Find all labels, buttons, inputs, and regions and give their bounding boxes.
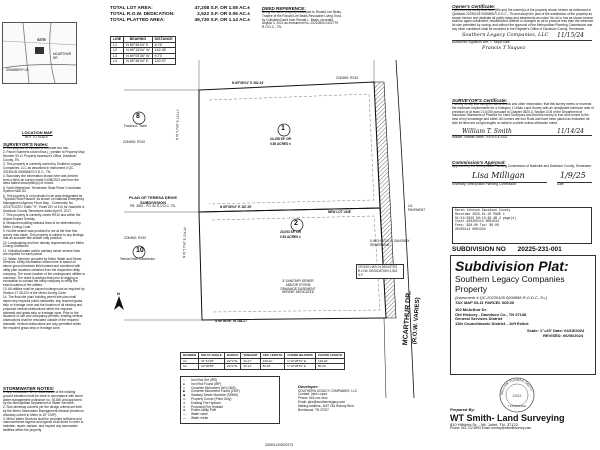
record-line: Karen Johnson Davidson County [455, 208, 511, 212]
developer-line: Brentwood, TN 37027 [298, 407, 329, 412]
area-value: 49,730 S.F. OR 1.14 AC.± [194, 18, 250, 23]
west-bearing: N 01°17'08" E 123.17' [175, 108, 181, 141]
row-label: (R.O.W. VARIES) [412, 297, 422, 345]
north-arrow-shape [114, 296, 124, 310]
curve-table-header: NUMBER [181, 353, 199, 359]
zoning-label-2: ZONING: RS10 [123, 140, 146, 144]
line-table-cell: 142.38' [152, 48, 175, 54]
surveyor-notes [3, 142, 85, 331]
line-table-cell: N 89°36'04" E [124, 59, 152, 65]
owner-sign-date: 11/15/24 [557, 31, 584, 39]
curve-table-header: CHORD LENGTH [315, 353, 344, 359]
seal-state: TENNESSEE [507, 404, 527, 408]
surveyor-certificate-text: I hereby certify that using the latest deeds and other information, that this survey meets or exceeds the minimum requirements for a Category 1 Urban Land Survey with an unadjusted minimum ratio of precision of at least 1:10,000 pursuant to Chapter 0820-3, Section 3.05 of the Department of Insurance Standards of Practice for Land Surveyors and that this survey is true and correct to the best of my knowledge and belief. All corners are iron Rods and have been placed as indicated; all side lot lines are at right angles or radial to a street unless otherwise noted. [452, 102, 594, 125]
subdivision-no-label: SUBDIVISION NO [452, 246, 506, 253]
commission-approval-text: Approved by the Metropolitan Planning Commission of Nashville and Davidson County, Tennessee. [452, 164, 592, 168]
plan-note [118, 196, 188, 209]
mid-bearing: N 89°36'04" E 187.29' [220, 205, 252, 209]
developer-label: Developer: [298, 384, 319, 389]
curve-table-cell: N 19°28'51" E [285, 358, 316, 364]
stormwater-note: 3. Metro Water Services shall be provided sufficient and unencumbered ingress and egress at all times in order to maintain, repair, replace, and inspect any stormwater facilities within the property. [3, 416, 84, 432]
legend-symbol-icon: ● [183, 381, 185, 386]
curve-table-header: CHORD BEARING [285, 353, 316, 359]
seal-name: WILLIAM THOMAS SMITH [499, 377, 534, 396]
line-table-cell: L2 [111, 48, 124, 54]
lot-8-ref: Francis A. Teare [124, 124, 147, 128]
table-row [181, 358, 345, 364]
area-table [110, 6, 250, 24]
plan-note-title: PLAN OF TERESA DRIVE SUBDIVISION [128, 195, 178, 205]
legend-symbol-icon: □ [183, 385, 185, 390]
curve-table-header: TANGENT [241, 353, 260, 359]
curve-table-wrap [180, 352, 345, 370]
seal-number: 2022 [512, 393, 522, 398]
legend-symbol-icon: ✕ [183, 404, 186, 409]
surveyor-note: 3. This property is currently owned by Southern Legacy Companies, LLC as described in Instrument # QC-20230105 0000868 R.O.D.C., TN. [3, 161, 81, 174]
lot-1-boundary [199, 82, 380, 212]
line-table-cell: L4 [111, 59, 124, 65]
lot-1-number: 1 [281, 125, 285, 132]
plat-title-line2: Property [455, 284, 488, 294]
zoning-label-1: ZONING: RS10 [336, 76, 359, 80]
surveyor-date: 11/14/24 [557, 127, 584, 135]
line-table-cell: N 89°05'36" W [124, 53, 152, 59]
legend-symbol-icon: — [183, 415, 187, 420]
plat-instrument: (Instrument # QC-20230105 0000868 R.O.D.C.,Tn.) [455, 295, 548, 300]
north-label: N [117, 291, 120, 296]
location-map-scale: NOT TO SCALE [25, 135, 49, 139]
line-table-cell: N 89°36'04" E [124, 42, 152, 48]
surveyor-certificate [452, 98, 594, 140]
surveyor-note: 1. The purpose of this plat is to create two lots. [3, 146, 69, 150]
stormwater-notes-title: STORMWATER NOTES: [3, 386, 55, 391]
developer-line: Phone: 615-xxx-xxxx [298, 396, 328, 401]
lot-1-area-sf: 24,158 SF. OR [270, 137, 291, 141]
developer-line: SOUTHERN LEGACY COMPANIES, LLC [298, 388, 358, 393]
legend-box [180, 376, 280, 424]
commission-date-label: Date [557, 182, 592, 187]
curve-table-header: DELTA ANGLE [199, 353, 225, 359]
legend-text: Water valve [191, 412, 208, 417]
title-block [450, 255, 596, 375]
curve-table-cell: 40.13' [241, 364, 260, 370]
legend-symbol-icon: ✕ [183, 400, 186, 405]
road-label-granbery: GRANBERY LN [6, 68, 29, 72]
commission-date: 1/9/25 [560, 170, 586, 180]
stormwater-note: 1. Any excavation, fill, or disturbance of the existing ground elevation must be done in accordance with storm water management ordinance no. 78-840 and approved by the Metropolitan Department of Water Services. [3, 390, 83, 406]
surveyor-certificate-title: SURVEYOR'S Certificate: [452, 98, 508, 103]
owner-certificate [452, 4, 594, 54]
surveyor-note: 7. This property is currently zoned RS10 and within the Airport Impact Overlay. [3, 212, 81, 221]
curve-table-cell: N 19°28'51" E [285, 364, 316, 370]
table-row [181, 364, 345, 370]
sewer-easement: 5' SANITARY SEWER AND/OR STORM DRAINAGE EASEMENT HEREBY DEDICATED [280, 279, 316, 295]
plat-date: Date: 04/15/2024 [553, 327, 585, 333]
legend-symbol-icon: ⊗ [183, 408, 186, 413]
developer-box [298, 385, 408, 412]
developer-line: Mailing Address: 1187 Old Hickory Blvd. [298, 403, 355, 408]
line-table-header: BEARING [124, 37, 152, 43]
surveyor-notes-title: SURVEYOR'S Notes: [3, 142, 49, 147]
legend-text: Property Corner (Point Only) [191, 396, 232, 401]
surveyor-note: 14. The final site plan/ building permit site plan shall depict any required public sidewalks, any required grass strip or frontage zone and the location of all existing and proposed vertical obstructions within the required sidewalk and grass strip or frontage zone. Prior to the issuance of use and occupancy permits, existing vertical obstructions shall be relocated outside of the required sidewalk. Vertical obstructions are only permitted within the required grass strip or frontage zone. [3, 295, 83, 330]
line-table-cell: L1 [111, 42, 124, 48]
surveyor-signature: William T. Smith [462, 127, 512, 135]
prepared-by-address: 810 Hillview Dr. - Mt. Juliet, TN. 37122 [450, 421, 518, 427]
bottom-bearing: S 89°36'06" W 188.27' [215, 319, 248, 323]
surveyor-note: 8. Measures building setback lines to be determined by Metro Zoning Code. [3, 220, 81, 229]
area-label: TOTAL R.O.W. DEDICATION: [110, 12, 175, 17]
deed-reference [262, 6, 342, 30]
legend-text: Existing Fire Hydrant [191, 400, 221, 405]
stormwater-notes [3, 386, 85, 433]
curve-table-cell: 34.17' [241, 358, 260, 364]
plat-city: Old Hickory - Davidson Co., TN 37138 [455, 311, 527, 317]
curve-table [180, 352, 345, 370]
plat-scale: Scale: 1"=30' [527, 327, 552, 333]
plat-revised: REVISED: 06/06/2024 [543, 332, 584, 338]
line-table-cell: 8.76' [152, 42, 175, 48]
lot-2-area-ac: 0.53 ACRES ± [280, 235, 301, 239]
prepared-by-phone: Phone: 615-712-6993 Email: tommy@wtsmithsurvey.com [450, 426, 532, 431]
surveyor-note: 9. No title search was provided to me at the time this survey was made. This property is subject to any findings that an accurate title search may produce. [3, 228, 84, 241]
curve-table-cell: 2172.51 [224, 364, 241, 370]
area-row [110, 18, 250, 24]
area-value: 2,522 S.F. OR 0.06 AC.± [197, 12, 250, 17]
line-table-header: LINE [111, 37, 124, 43]
plan-note-ref: PB. 3842 - PG. 82 R.O.D.C. TN. [130, 204, 176, 209]
surveyor-note: 12. Water Services provided by Metro Water and Sewer Services. Utility information shown here is based on above ground features field located and combined with utility plan locations obtained from the respective utility company. The exact location of the underground utilities is unknown. The client is advised that prior to digging or excavation to contact the utility company to verify the exact location of the utilities. [3, 256, 85, 288]
ca-pavement: CA PAVEMENT [408, 204, 426, 212]
commission-secretary-label: Secretary, Metropolitan Planning Commission [452, 182, 547, 187]
stormwater-note: 2. Size driveway culverts per the design criteria set forth by the Metro Stormwater Management Manual (minimum driveway culvert in Metro is 15" CMP). [3, 405, 84, 417]
site-label: SITE [37, 37, 46, 42]
owner-certificate-text: I (We) hereby certify that I am (We are) the owner(s) of the property shown hereon as evidenced in Quitclaim 20230105 0000868 R.O.D.C., TN and adopt the plan of the subdivision of the property as shown hereon and dedicate all public ways and easements as noted. No lot or lots as shown hereon shall be again subdivided, resubdivided, altered or changed so as to produce less than the minimum lot size permitted by zoning, and without the approval of the Metropolitan Planning Commission and any other conditions shall be recorded in the Register's Office of Davidson County, Tennessee. [452, 8, 594, 31]
location-map [2, 22, 77, 84]
commission-approval [452, 160, 594, 187]
line-table-cell: 140.97' [152, 59, 175, 65]
curve-table-cell: 01°47'28" [199, 358, 225, 364]
mcarthur-label: MCARTHUR DR. [402, 290, 413, 346]
legend-symbol-icon: ○ [183, 378, 185, 382]
legend-symbol-icon: — [183, 412, 187, 417]
owner-signature: Southern Legacy Companies, LLC [462, 31, 549, 38]
deed-reference-title: DEED REFERENCE: [262, 6, 306, 11]
commission-signature: Lisa Milligan [472, 170, 525, 180]
developer-line: Email: jake@southernlegacy.com [298, 399, 346, 404]
subdivision-no-value: 20225-231-001 [517, 246, 562, 253]
existing-sewer: 5-INCH S.S.E.P. SANITARY SEWER LINE [370, 239, 410, 247]
line-table-cell: 9.73' [152, 53, 175, 59]
owner-certificate-title: Owner's Certificate: [452, 4, 496, 9]
surveyor-license: William Thomas Smith, TN RLS # 2022 [452, 135, 592, 140]
record-line: Fees: $20.00 Tax: $0.00 [455, 223, 499, 228]
plat-title-line1: Southern Legacy Companies [455, 274, 565, 284]
curve-table-cell: 129.22' [315, 358, 344, 364]
prepared-by [450, 408, 598, 431]
record-line: Instr #20250114 0001234 [455, 219, 499, 224]
legend-item [183, 417, 277, 421]
legend-text: Iron Rod Set (IRS) [191, 378, 218, 382]
surveyor-note: 10. Landscaping and tree density requirements per Metro Zoning Ordinance. [3, 240, 84, 249]
prepared-by-label: Prepared By: [450, 407, 475, 412]
surveyor-note: 5. North Reference: Tennessee State Plane Coordinate System NAD 83. [3, 185, 81, 194]
new-lot-line: NEW LOT LINE [328, 210, 351, 214]
curve-table-cell: 80.26' [315, 364, 344, 370]
surveyor-note: 2. Parcel Numbers shown thus ( ) pertain to Property Map Number 53-11 Property Assessor's Office, Davidson County, TN. [3, 150, 85, 162]
lot-2-area-sf: 23,053 SF. OR [280, 230, 301, 234]
west-bearing-2: N 01°17'08" E 124.22' [182, 226, 188, 259]
plat-drawing [84, 60, 420, 398]
line-table-cell: L3 [111, 53, 124, 59]
surveyor-notes-list [3, 147, 85, 331]
curve-table-header: RADIUS [224, 353, 241, 359]
area-label: TOTAL PLATTED AREA: [110, 18, 165, 23]
surveyor-note: 13. All utilities shall be placed underground as required by Section 17.28.220 of the Metro Zoning Code. [3, 287, 85, 296]
line-table-cell: N 89°15'04" W [124, 48, 152, 54]
surveyor-note: 6. This property is not included in an area designated as "Special Flood Hazard" as shown on National Emergency Management Agency Flood Map - Community No. 47037C0257J Suffix "H", Panel 257 of 410 for Nashville & Davidson County Tennessee dated April 5, 2017. [3, 193, 85, 213]
legend-symbol-icon: ◆ [183, 393, 186, 398]
lot-8-number: 8 [136, 113, 140, 120]
legend-text: Concrete Monument Found (CMF) [191, 389, 240, 394]
curve-table-cell: 129.22' [260, 358, 285, 364]
legend-text: Power-Utility Pole [191, 408, 217, 413]
lot-10-number: 10 [136, 247, 144, 254]
footer-code: 2025011300022273 [265, 443, 294, 447]
area-value: 47,208 S.F. OR 1.08 AC.± [194, 6, 250, 11]
zoning-label-3: ZONING: RS10 [124, 236, 147, 240]
legend-text: Iron Rod Found (IRF) [191, 381, 222, 386]
lot-1-area-ac: 0.55 ACRES ± [270, 142, 291, 146]
record-line: 20250114 0001234 [455, 226, 486, 231]
curve-table-cell: 02°06'58" [199, 364, 225, 370]
owner-signer-role: Authorized Signature Wm. T. Yaquz Date [452, 40, 592, 45]
plat-district: General Services District [455, 316, 503, 322]
legend-symbol-icon: ⊙ [183, 396, 186, 401]
prepared-by-firm: WT Smith- Land Surveying [450, 412, 565, 423]
subdivision-number [452, 246, 592, 253]
curve-table-cell: 80.26' [260, 364, 285, 370]
area-label: TOTAL LOT AREA: [110, 6, 153, 11]
legend-symbol-icon: ■ [183, 389, 185, 394]
location-map-title: LOCATION MAP [22, 130, 53, 135]
lot-10-ref: Teresa Drive Subdivision [120, 257, 156, 261]
surveyor-note: 4. Boundary line information shown here was derived from a field run survey made 04/08/2022 and from the deed stated description(s) of record. [3, 173, 80, 186]
legend-text: Concrete Monument Set (CMS) [191, 385, 236, 390]
curve-table-cell: 2172.51 [224, 358, 241, 364]
record-line: Recorded 2025-01-10 PAGE 1 [455, 211, 505, 216]
legend-text: Water meter [191, 415, 209, 420]
line-table-header: DISTANCE [152, 37, 175, 43]
commission-approval-title: Commission's Approval: [452, 160, 506, 165]
plat-title: Subdivision Plat: [455, 258, 569, 274]
curve-table-cell: C2 [181, 364, 199, 370]
record-line: 01/14/2025 09:15:38 AM 2 page(s) [455, 215, 517, 220]
stormwater-notes-list [3, 391, 85, 433]
curve-table-header: ARC LENGTH [260, 353, 285, 359]
top-bearing: N 89°36'04" E 282.24' [232, 81, 264, 85]
plat-council: 11th Councilmanic District - Jeff Eslick [455, 320, 529, 326]
recording-box [452, 207, 592, 244]
surveyor-note: 11. Individual water and/or sanitary sewer service lines are required for each parcel. [3, 248, 81, 257]
legend-text: Sanitary Sewer Manhole (SSMH) [191, 393, 238, 398]
curve-table-cell: C1 [181, 358, 199, 364]
owner-print-name: Francis T Yaquez [482, 44, 526, 51]
lot-2-number: 2 [294, 220, 298, 227]
plat-address: 102 McArthur Dr. [455, 307, 488, 313]
cross-hatch-note: CROSS HATCH DENOTES R.O.W. DEDICATION 2,522 S.F. [356, 264, 404, 279]
developer-line: Contact: Jake Lopez [298, 392, 328, 397]
road-label-mcarthur: MCARTHUR DR [53, 52, 72, 60]
row-dedication-hatch [374, 82, 396, 318]
plat-tax-map: TAX MAP 53-11 PARCEL 008.00 [455, 299, 515, 305]
legend-text: Proposed Fire Hydrant [191, 404, 224, 409]
deed-reference-text: Being the same property conveyed to Ronald Lee Beals, Trustee of the Ronald Lee Beals Revocable Living Trust, by Quitclaim Deed from Ronald L. Beals, recorded August 3, 2021 as Instrument No. 20210803-0102779 R.O.D.C., TN. [262, 10, 342, 30]
